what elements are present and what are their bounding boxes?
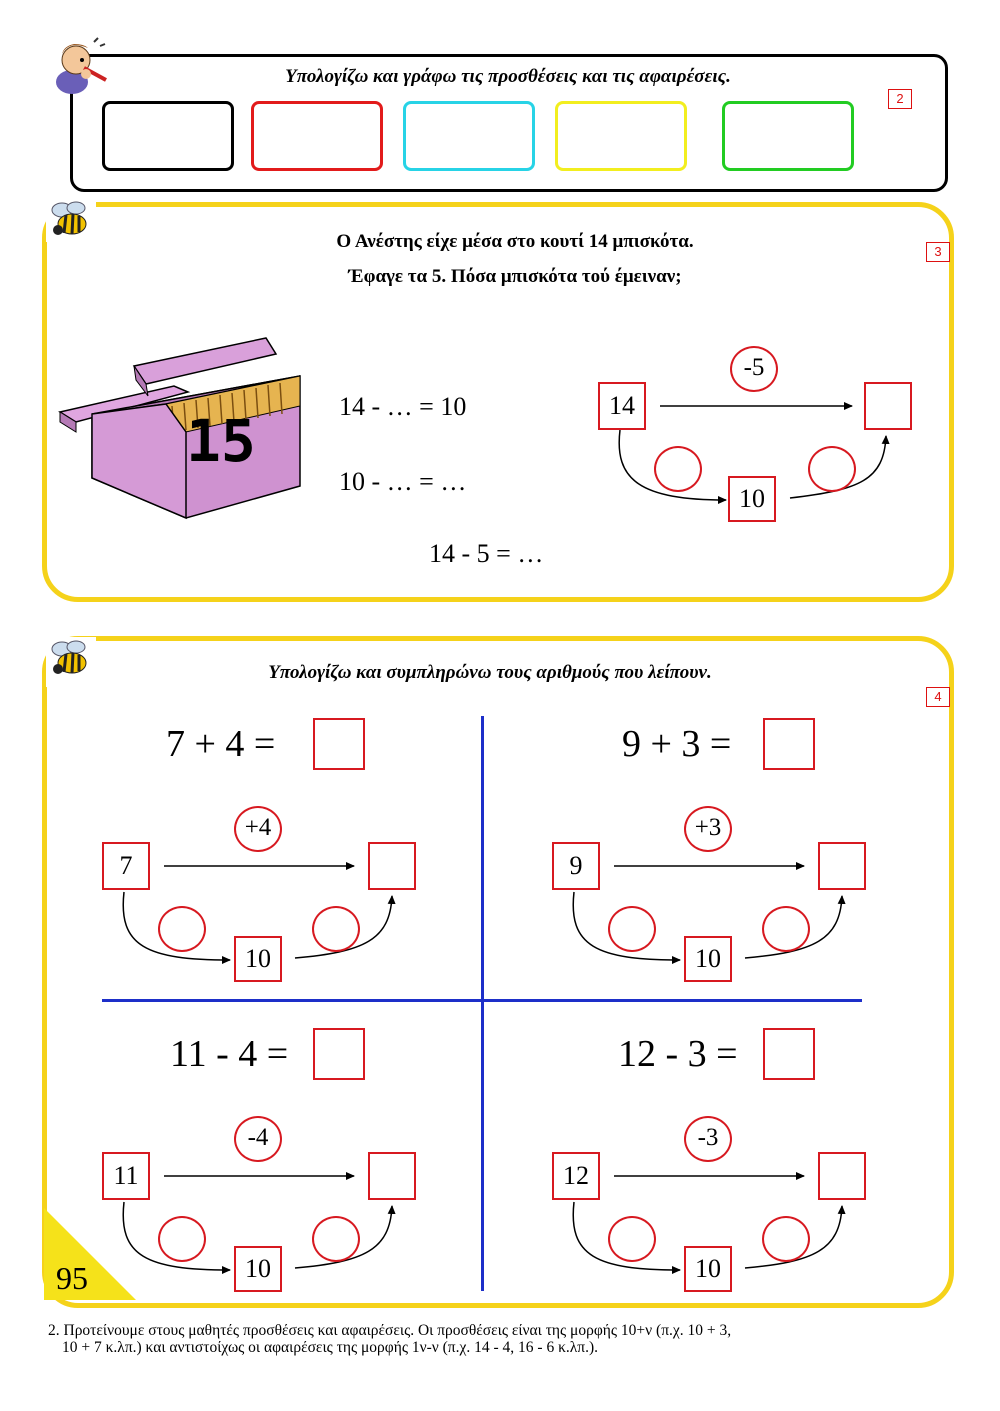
quadrant-1-start-box: 7 <box>102 842 150 890</box>
quadrant-4-operation-circle: -3 <box>684 1116 732 1162</box>
middle-number-box: 10 <box>728 476 776 522</box>
quadrant-3-result-box[interactable] <box>368 1152 416 1200</box>
quadrant-4-step-2-circle[interactable] <box>762 1216 810 1262</box>
page-number: 95 <box>56 1260 88 1296</box>
footnote-line-2: 10 + 7 κ.λπ.) και αντιστοίχως οι αφαιρέσεις της μορφής 1ν-ν (π.χ. 14 - 4, 16 - 6 κ.λπ.). <box>62 1339 599 1356</box>
quadrant-1-equation: 7 + 4 = <box>166 723 276 765</box>
quadrant-1-result-box[interactable] <box>368 842 416 890</box>
exercise-3-number: 3 <box>926 242 950 262</box>
exercise-4-number: 4 <box>926 687 950 707</box>
footnote-line-1: 2. Προτείνουμε στους μαθητές προσθέσεις και αφαιρέσεις. Οι προσθέσεις είναι της μορφής 10+ν (π.χ. 10 + 3, <box>48 1322 732 1339</box>
quadrant-4-answer-box[interactable] <box>763 1028 815 1080</box>
quadrant-2-step-2-circle[interactable] <box>762 906 810 952</box>
exercise-2-number: 2 <box>888 89 912 109</box>
equation-3: 14 - 5 = … <box>429 539 544 568</box>
quadrant-3-step-2-circle[interactable] <box>312 1216 360 1262</box>
quadrant-4-start-box: 12 <box>552 1152 600 1200</box>
start-number-box: 14 <box>598 382 646 430</box>
problem-line-1: Ο Ανέστης είχε μέσα στο κουτί 14 μπισκότα. <box>336 231 694 252</box>
quadrant-3-step-1-circle[interactable] <box>158 1216 206 1262</box>
quadrant-4-step-1-circle[interactable] <box>608 1216 656 1262</box>
quadrant-2-start-box: 9 <box>552 842 600 890</box>
quadrant-2-answer-box[interactable] <box>763 718 815 770</box>
quadrant-1-step-1-circle[interactable] <box>158 906 206 952</box>
quadrant-1-answer-box[interactable] <box>313 718 365 770</box>
exercise-2-title: Υπολογίζω και γράφω τις προσθέσεις και τις αφαιρέσεις. <box>285 66 731 87</box>
quadrant-3-middle-box: 10 <box>234 1246 282 1292</box>
quadrant-2-step-1-circle[interactable] <box>608 906 656 952</box>
quadrant-2-equation: 9 + 3 = <box>622 723 732 765</box>
exercise-4-title: Υπολογίζω και συμπληρώνω τους αριθμούς που λείπουν. <box>268 662 712 683</box>
quadrant-1-step-2-circle[interactable] <box>312 906 360 952</box>
operation-circle: -5 <box>730 346 778 392</box>
quadrant-3-start-box: 11 <box>102 1152 150 1200</box>
quadrant-2-operation-circle: +3 <box>684 806 732 852</box>
quadrant-4-equation: 12 - 3 = <box>618 1033 738 1075</box>
quadrant-3-operation-circle: -4 <box>234 1116 282 1162</box>
quadrant-4-result-box[interactable] <box>818 1152 866 1200</box>
quadrant-2-middle-box: 10 <box>684 936 732 982</box>
quadrant-2-result-box[interactable] <box>818 842 866 890</box>
cookie-box-number: 15 <box>186 407 256 475</box>
quadrant-1-operation-circle: +4 <box>234 806 282 852</box>
equation-1: 14 - … = 10 <box>339 392 467 421</box>
quadrant-4-middle-box: 10 <box>684 1246 732 1292</box>
quadrant-3-answer-box[interactable] <box>313 1028 365 1080</box>
equation-2: 10 - … = … <box>339 467 467 496</box>
quadrant-3-equation: 11 - 4 = <box>170 1033 289 1075</box>
quadrant-1-middle-box: 10 <box>234 936 282 982</box>
problem-line-2: Έφαγε τα 5. Πόσα μπισκότα τού έμειναν; <box>348 266 682 287</box>
